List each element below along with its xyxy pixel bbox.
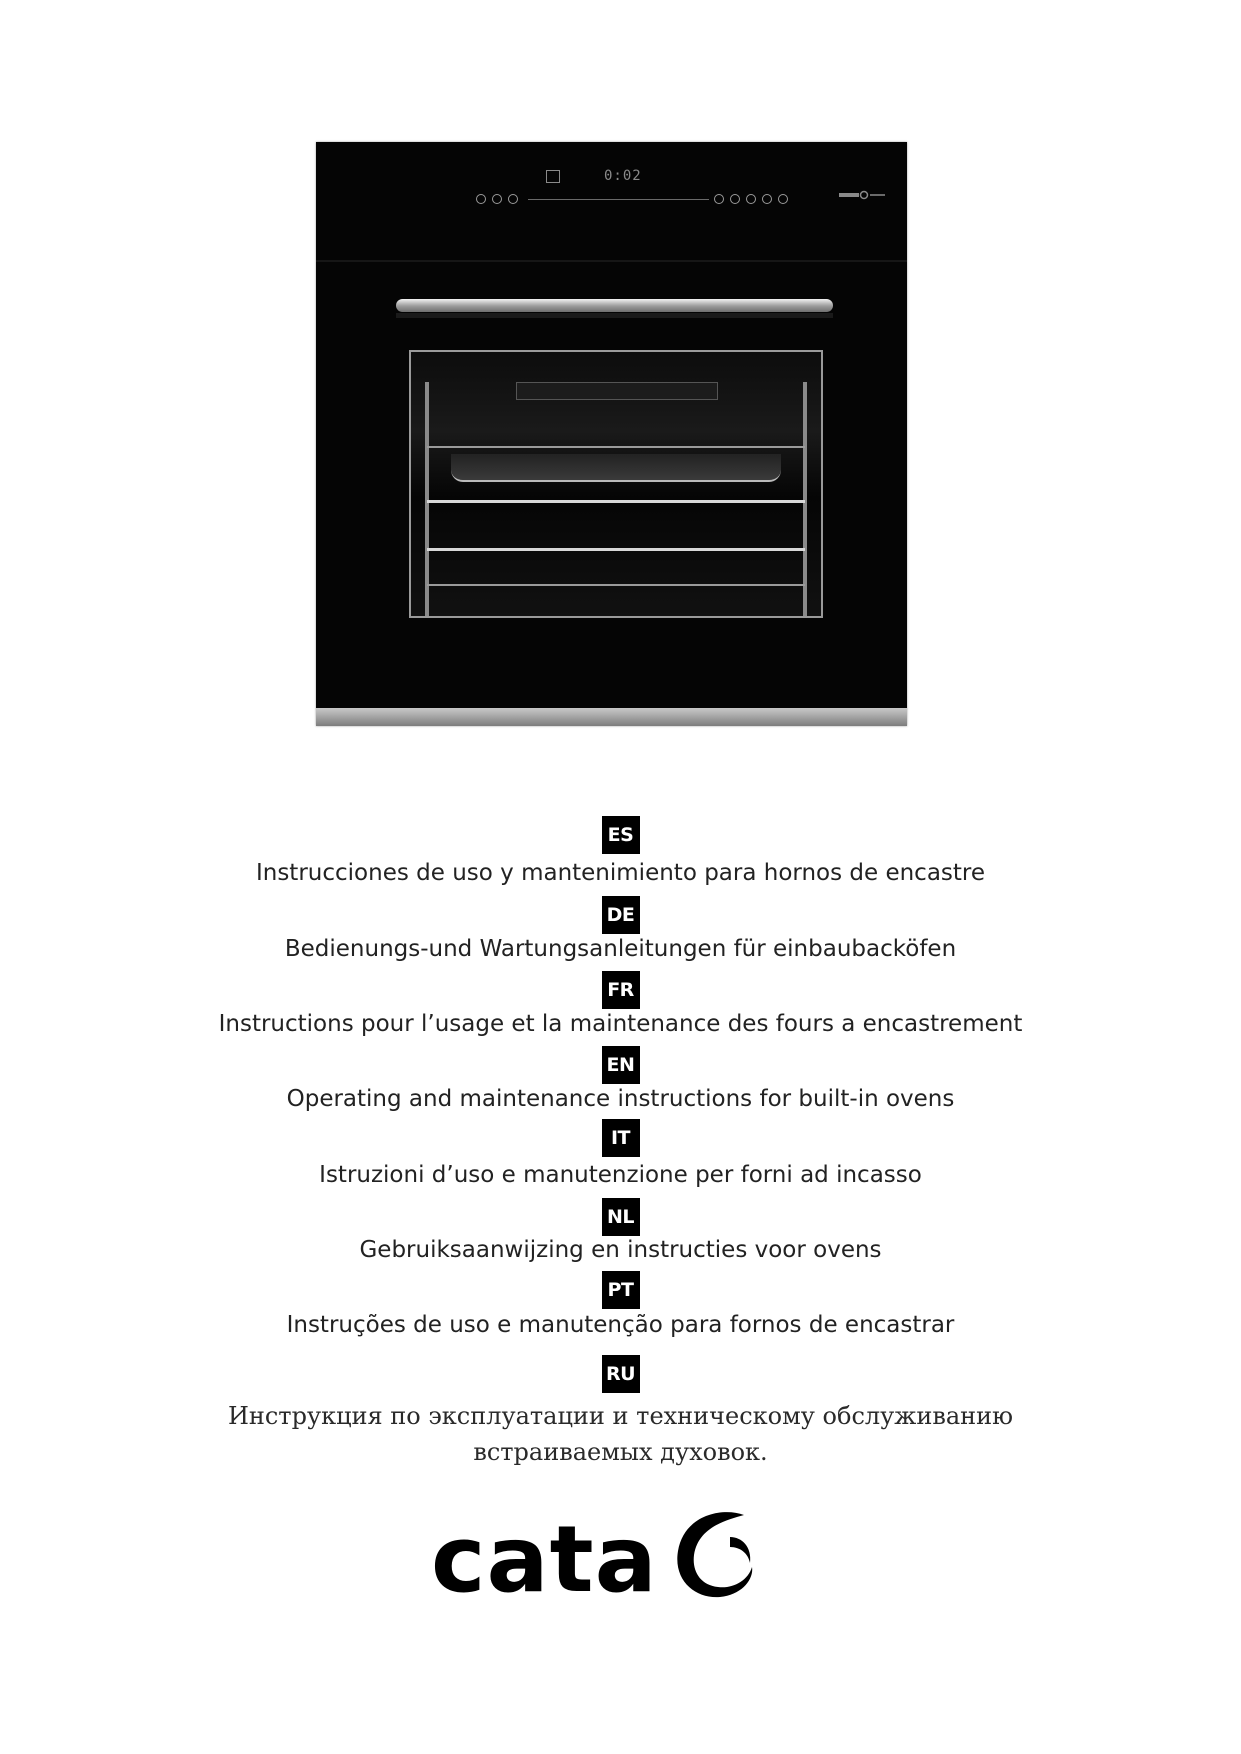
touch-control-icon	[778, 194, 788, 204]
language-badge: FR	[602, 971, 640, 1009]
language-title-de	[0, 936, 1241, 962]
language-entry-pt	[0, 1271, 1241, 1309]
manual-title: Istruzioni d’uso e manutenzione per forni ad incasso	[319, 1162, 922, 1188]
language-title-es	[0, 860, 1241, 886]
manual-title: Instrucciones de uso y mantenimiento para hornos de encastre	[255, 860, 986, 886]
language-badge: IT	[602, 1119, 640, 1157]
manual-title: Instruções de uso e manutenção para fornos de encastrar	[286, 1312, 955, 1338]
language-badge: EN	[602, 1046, 640, 1084]
language-title-ru	[0, 1398, 1241, 1470]
side-rail	[803, 382, 807, 616]
language-entry-fr	[0, 971, 1241, 1009]
touch-control-icon	[714, 194, 724, 204]
manual-title: Gebruiksaanwijzing en instructies voor ovens	[359, 1237, 882, 1263]
oven-door-handle	[396, 299, 833, 312]
control-slider-line	[528, 199, 709, 200]
handle-shadow	[396, 313, 833, 318]
language-badge: ES	[602, 816, 640, 854]
touch-control-icon	[476, 194, 486, 204]
language-entry-it	[0, 1119, 1241, 1157]
touch-control-icon	[762, 194, 772, 204]
oven-bottom-trim	[316, 708, 907, 726]
oven-brand-mark	[839, 190, 885, 202]
left-touch-controls	[476, 194, 518, 206]
logo-wordmark: cata	[431, 1506, 658, 1613]
language-entry-de	[0, 896, 1241, 934]
baking-tray	[451, 454, 781, 482]
brand-logo	[431, 1506, 758, 1613]
touch-control-icon	[746, 194, 756, 204]
oven-rack	[427, 500, 805, 503]
language-entry-ru	[0, 1355, 1241, 1393]
oven-rack	[427, 446, 805, 448]
cata-swirl-logo-icon	[670, 1507, 758, 1603]
manual-title: Bedienungs-und Wartungsanleitungen für einbaubacköfen	[284, 936, 957, 962]
manual-title-line-1: Инструкция по эксплуатации и техническому обслуживанию	[227, 1402, 1014, 1430]
touch-control-icon	[492, 194, 502, 204]
manual-title: Instructions pour l’usage et la maintenance des fours a encastrement	[218, 1011, 1023, 1037]
oven-rack	[427, 584, 805, 586]
touch-control-icon	[508, 194, 518, 204]
language-entry-en	[0, 1046, 1241, 1084]
oven-door-window	[409, 350, 823, 618]
language-title-fr	[0, 1011, 1241, 1037]
oven-brand-logo-icon	[839, 190, 885, 200]
oven-display-readout: 0:02	[604, 168, 642, 184]
language-badge: RU	[602, 1355, 640, 1393]
language-title-en	[0, 1086, 1241, 1112]
oven-rack	[427, 548, 805, 551]
language-entry-es	[0, 816, 1241, 854]
display-icon	[546, 170, 560, 183]
language-badge: NL	[602, 1198, 640, 1236]
manual-title-line-2: встраиваемых духовок.	[473, 1438, 768, 1466]
oven-product-image	[316, 142, 907, 726]
language-badge: PT	[602, 1271, 640, 1309]
oven-grill-element	[516, 382, 718, 400]
language-badge: DE	[602, 896, 640, 934]
touch-control-icon	[730, 194, 740, 204]
language-title-it	[0, 1162, 1241, 1188]
language-title-pt	[0, 1312, 1241, 1338]
right-touch-controls	[714, 194, 788, 206]
language-title-nl	[0, 1237, 1241, 1263]
manual-title: Operating and maintenance instructions for built-in ovens	[286, 1086, 955, 1112]
control-panel-divider	[316, 260, 907, 262]
language-entry-nl	[0, 1198, 1241, 1236]
side-rail	[425, 382, 429, 616]
